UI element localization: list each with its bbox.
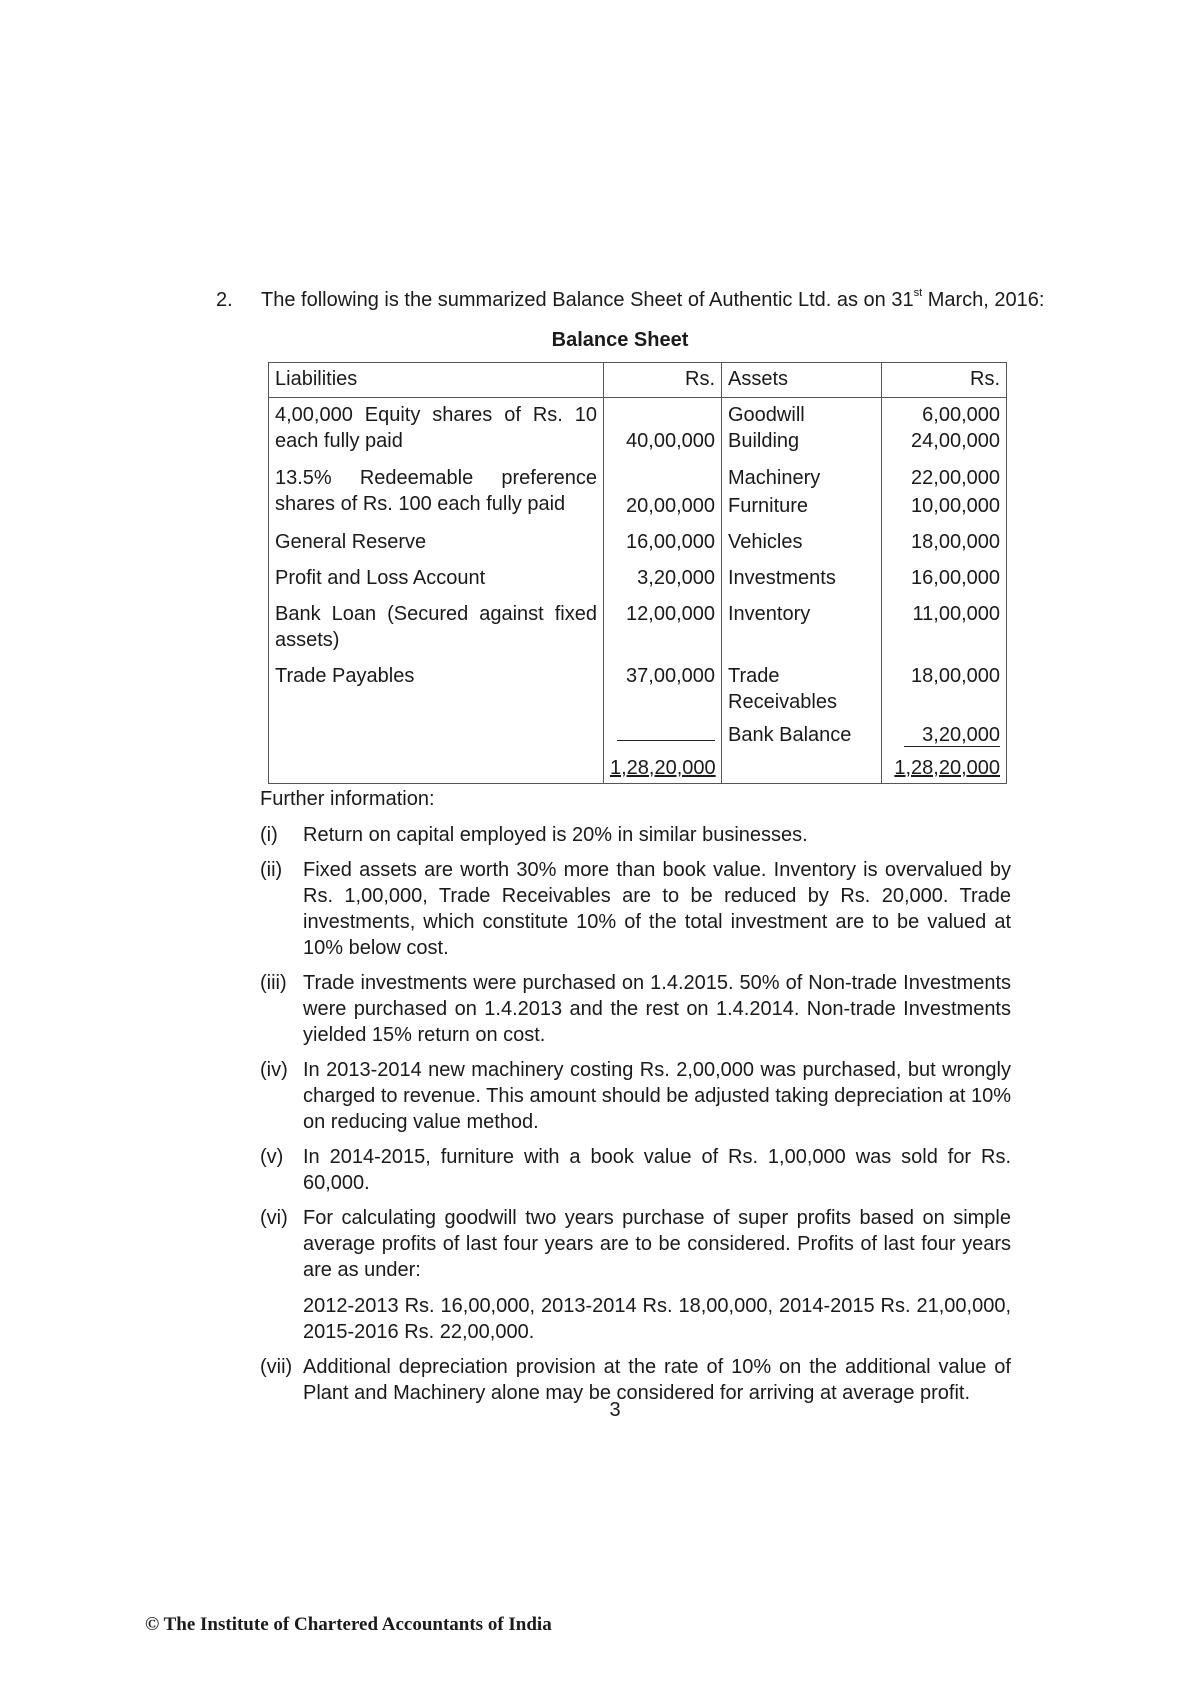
list-item xyxy=(260,1144,1011,1196)
asset-amount-cell: 3,20,000 xyxy=(882,718,1007,751)
asset-cell: Goodwill Building xyxy=(722,398,882,458)
balance-sheet-table xyxy=(268,362,1007,784)
item-numeral: (ii) xyxy=(260,859,283,881)
asset-cell: Vehicles xyxy=(722,522,882,558)
liabilities-rs-header: Rs. xyxy=(604,363,722,398)
asset-amount-cell: 6,00,000 24,00,000 xyxy=(882,398,1007,458)
asset-cell: Bank Balance xyxy=(722,718,882,751)
page-number: 3 xyxy=(609,1399,621,1421)
liabilities-total-cell: 1,28,20,000 xyxy=(604,751,722,784)
item-numeral: (vii) xyxy=(260,1356,293,1378)
profits-by-year: 2012-2013 Rs. 16,00,000, 2013-2014 Rs. 18,00,000, 2014-2015 Rs. 21,00,000, 2015-2016 Rs. 22,00,000. xyxy=(303,1295,1011,1343)
item-text: Trade investments were purchased on 1.4.2015. 50% of Non-trade Investments were purchased on 1.4.2013 and the rest on 1.4.2014. Non-trade Investments yielded 15% return on cost. xyxy=(303,972,1011,1046)
table-row xyxy=(269,522,1007,558)
item-text: Return on capital employed is 20% in similar businesses. xyxy=(303,824,808,846)
table-row xyxy=(269,398,1007,458)
liability-cell: Bank Loan (Secured against fixed assets) xyxy=(269,594,604,656)
assets-total-cell: 1,28,20,000 xyxy=(882,751,1007,784)
balance-sheet-title: Balance Sheet xyxy=(551,329,689,351)
asset-cell: Trade Receivables xyxy=(722,656,882,718)
asset-cell: Machinery Furniture xyxy=(722,457,882,522)
date-superscript: st xyxy=(913,287,923,299)
table-row xyxy=(269,656,1007,718)
item-text: Fixed assets are worth 30% more than book value. Inventory is overvalued by Rs. 1,00,000, Trade Receivables are to be reduced by Rs. 20,000. Trade investments, which constitute 10% of the total investment are to be valued at 10% below cost. xyxy=(303,859,1011,959)
liability-cell: Trade Payables xyxy=(269,656,604,718)
table-row xyxy=(269,558,1007,594)
item-text: Additional depreciation provision at the rate of 10% on the additional value of Plant and Machinery alone may be considered for arriving at average profit. xyxy=(303,1356,1011,1404)
question-number: 2. xyxy=(216,289,233,311)
liability-amount-cell: 37,00,000 xyxy=(604,656,722,718)
totals-row xyxy=(269,751,1007,784)
liability-amount-cell: 12,00,000 xyxy=(604,594,722,656)
asset-amount-cell: 18,00,000 xyxy=(882,522,1007,558)
asset-amount-cell: 22,00,000 10,00,000 xyxy=(882,457,1007,522)
asset-cell xyxy=(722,751,882,784)
liability-amount-cell xyxy=(604,718,722,751)
liability-cell xyxy=(269,751,604,784)
assets-rs-header: Rs. xyxy=(882,363,1007,398)
asset-amount-cell: 11,00,000 xyxy=(882,594,1007,656)
assets-header: Assets xyxy=(722,363,882,398)
item-numeral: (vi) xyxy=(260,1207,288,1229)
liability-amount-cell: 20,00,000 xyxy=(604,457,722,522)
item-text: In 2013-2014 new machinery costing Rs. 2,00,000 was purchased, but wrongly charged to revenue. This amount should be adjusted taking depreciation at 10% on reducing value method. xyxy=(303,1059,1011,1133)
table-row xyxy=(269,594,1007,656)
item-numeral: (iv) xyxy=(260,1059,288,1081)
item-text: In 2014-2015, furniture with a book value of Rs. 1,00,000 was sold for Rs. 60,000. xyxy=(303,1146,1011,1194)
blank-underline xyxy=(617,722,715,741)
further-information-list xyxy=(260,822,1011,1415)
table-row xyxy=(269,457,1007,522)
list-item xyxy=(260,822,1011,848)
asset-cell: Inventory xyxy=(722,594,882,656)
asset-amount-cell: 18,00,000 xyxy=(882,656,1007,718)
liability-amount-cell: 3,20,000 xyxy=(604,558,722,594)
question-text: The following is the summarized Balance Sheet of Authentic Ltd. as on 31st March, 2016: xyxy=(261,287,1045,311)
liability-cell xyxy=(269,718,604,751)
list-item xyxy=(260,970,1011,1048)
table-row xyxy=(269,718,1007,751)
item-numeral: (i) xyxy=(260,824,278,846)
asset-amount-cell: 16,00,000 xyxy=(882,558,1007,594)
list-item xyxy=(260,857,1011,961)
list-item xyxy=(260,1057,1011,1135)
liability-cell: General Reserve xyxy=(269,522,604,558)
item-numeral: (iii) xyxy=(260,972,287,994)
liability-cell: Profit and Loss Account xyxy=(269,558,604,594)
copyright-footer: © The Institute of Chartered Accountants of India xyxy=(145,1614,552,1635)
item-numeral: (v) xyxy=(260,1146,284,1168)
item-text: For calculating goodwill two years purchase of super profits based on simple average profits of last four years are to be considered. Profits of last four years are as under: xyxy=(303,1207,1011,1281)
liability-cell: 4,00,000 Equity shares of Rs. 10 each fully paid xyxy=(269,398,604,458)
table-header-row xyxy=(269,363,1007,398)
liability-amount-cell: 16,00,000 xyxy=(604,522,722,558)
liability-amount-cell: 40,00,000 xyxy=(604,398,722,458)
asset-cell: Investments xyxy=(722,558,882,594)
liabilities-header: Liabilities xyxy=(269,363,604,398)
list-item xyxy=(260,1205,1011,1345)
liability-cell: 13.5% Redeemable preference shares of Rs. 100 each fully paid xyxy=(269,457,604,522)
further-information-heading: Further information: xyxy=(260,788,435,810)
